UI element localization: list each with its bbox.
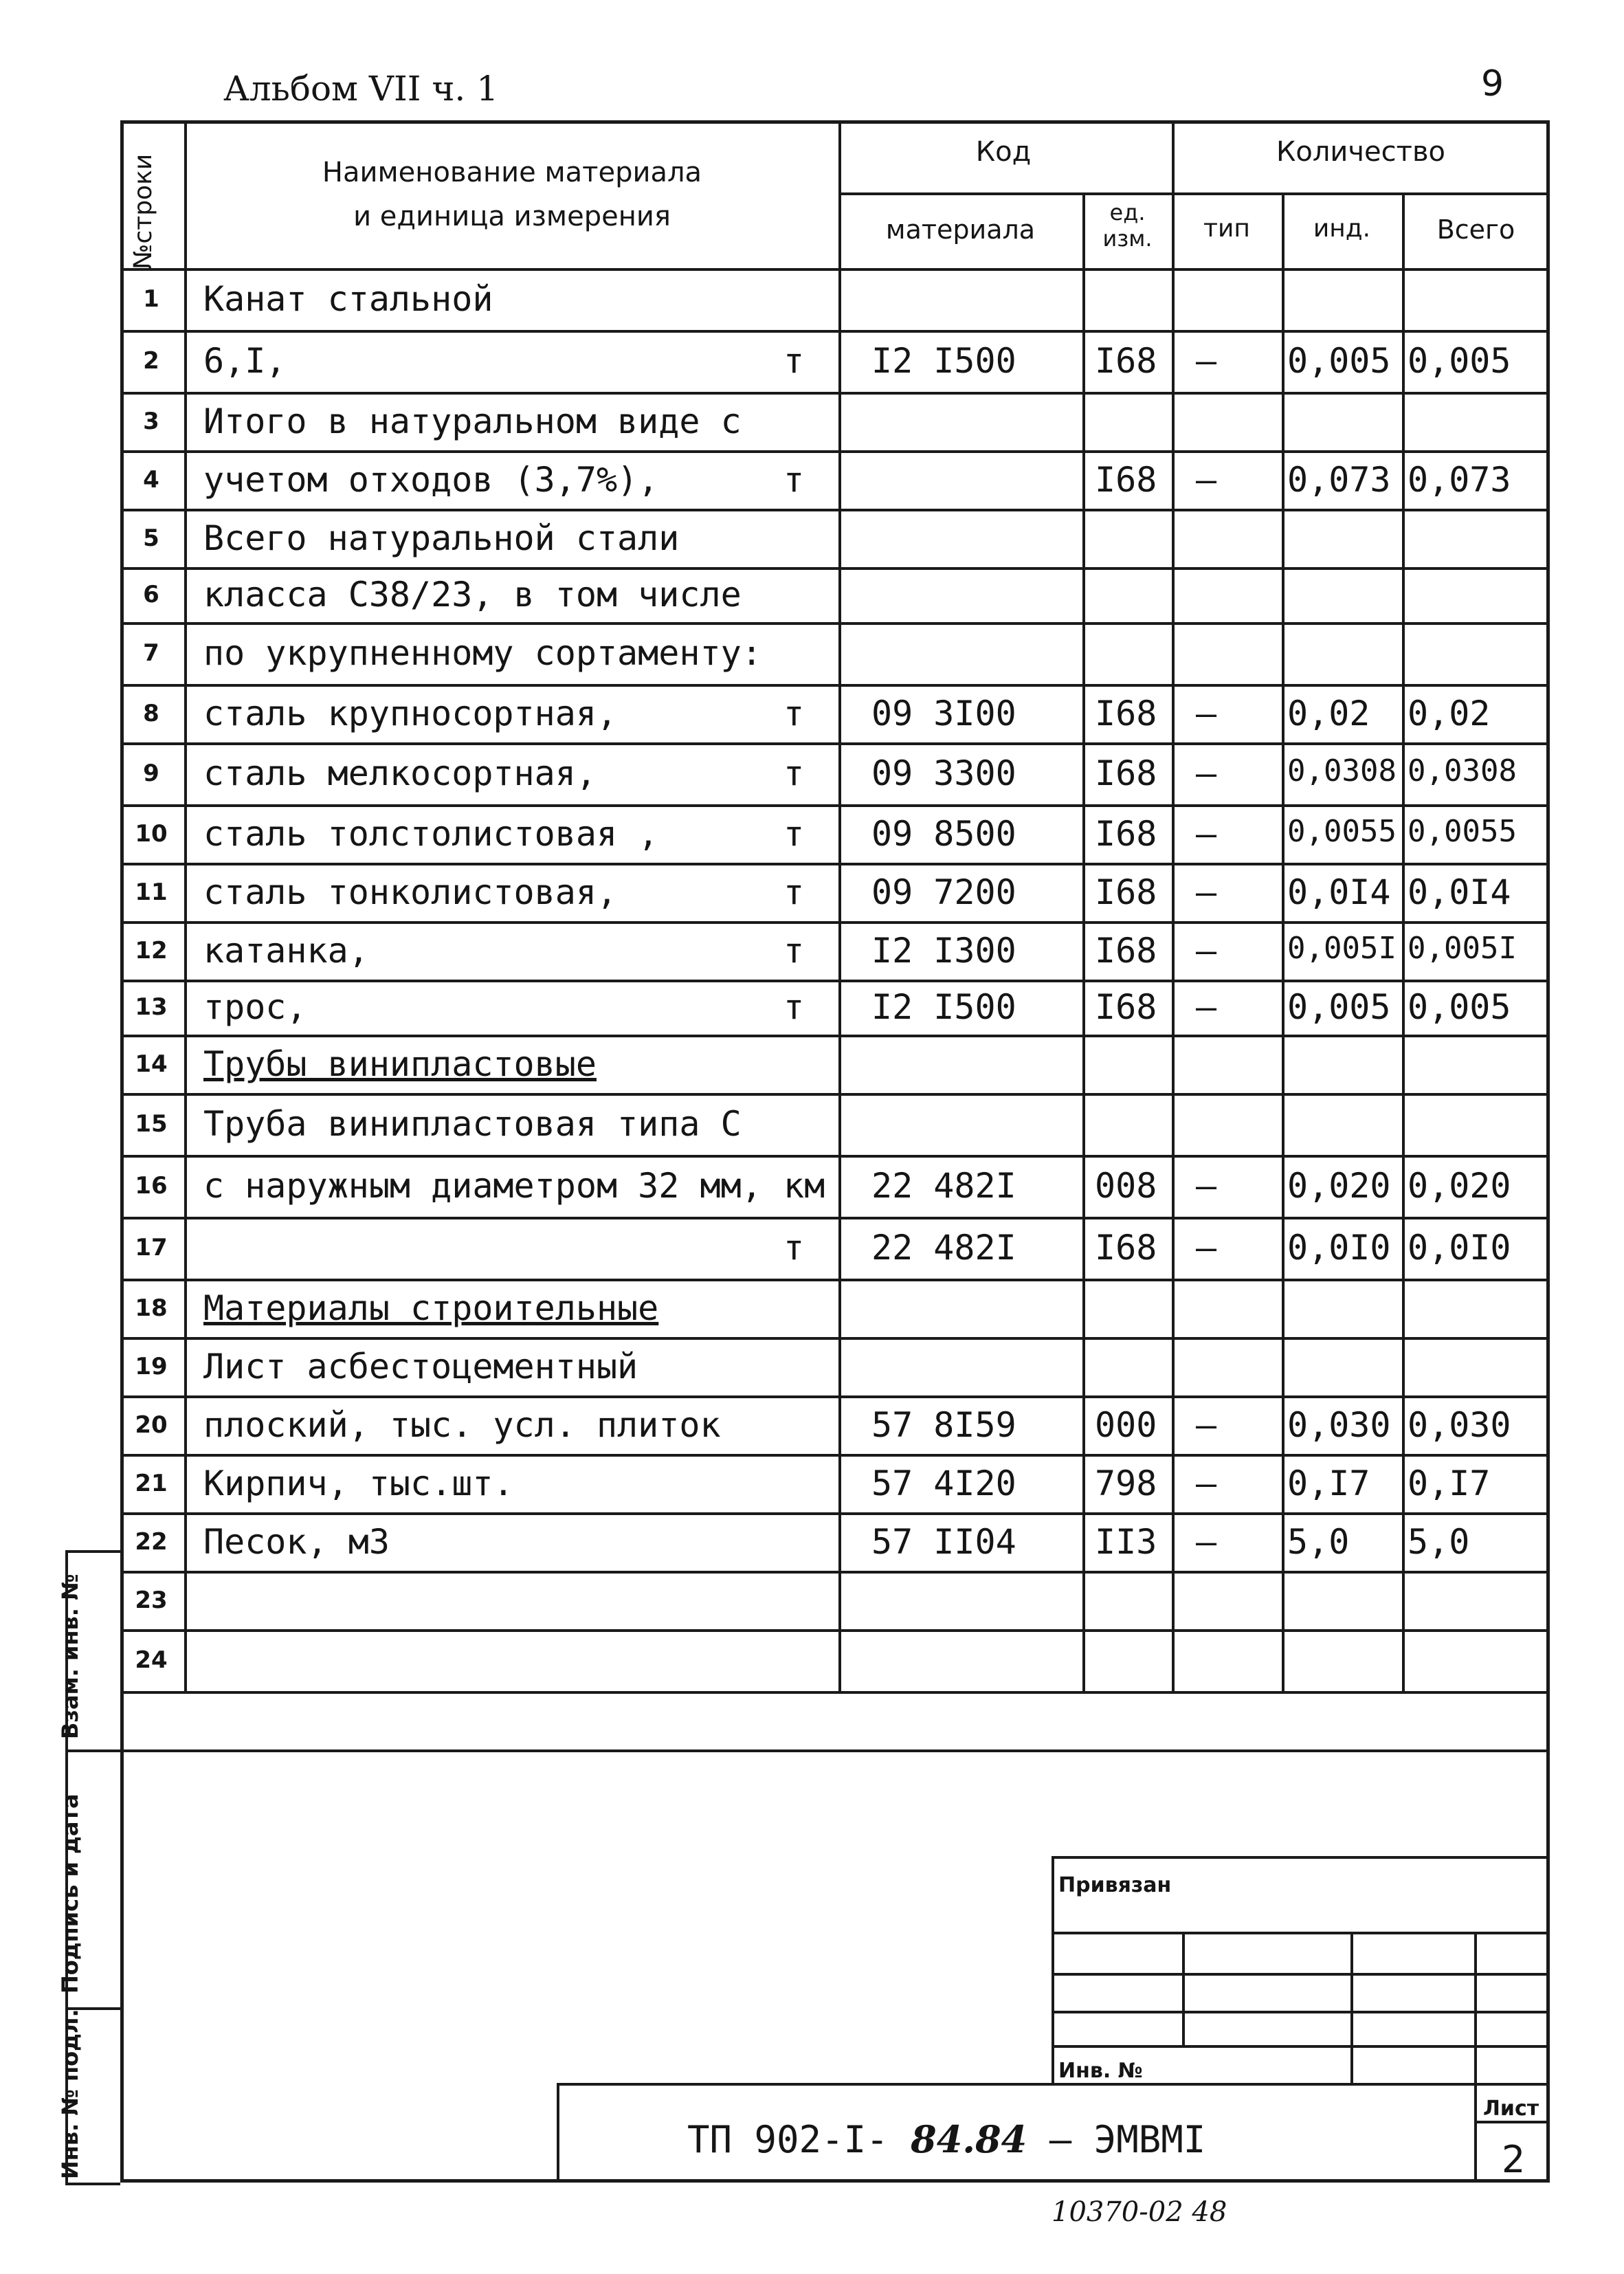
unit-code: I68 — [1095, 693, 1157, 733]
ind-quantity: 0,0308 — [1287, 753, 1397, 788]
row-number: 1 — [143, 285, 159, 313]
material-name: сталь крупносортная, — [203, 693, 618, 733]
unit-code: 000 — [1095, 1404, 1157, 1445]
type-value: – — [1196, 1166, 1217, 1206]
row-number: 4 — [143, 465, 159, 494]
material-code: I2 I500 — [871, 341, 1016, 381]
grid-hline — [120, 1155, 1550, 1158]
row-number: 18 — [135, 1294, 168, 1322]
type-value: – — [1196, 753, 1217, 793]
row-number: 12 — [135, 936, 168, 964]
ind-quantity: 0,005I — [1287, 930, 1397, 966]
material-code: 09 7200 — [871, 872, 1016, 912]
grid-hline — [120, 1035, 1550, 1037]
grid-hline — [120, 268, 1550, 271]
material-name: сталь мелкосортная, — [203, 753, 597, 793]
ind-quantity: 0,I7 — [1287, 1463, 1370, 1503]
col-header-row-no: №строки — [129, 153, 157, 269]
footer-code: 10370-02 48 — [1052, 2196, 1227, 2228]
type-value: – — [1196, 1521, 1217, 1562]
material-name: плоский, тыс. усл. плиток — [203, 1404, 721, 1445]
material-name: Лист асбестоцементный — [203, 1346, 638, 1387]
grid-hline — [120, 1691, 1550, 1694]
material-name: Материалы строительные — [203, 1288, 659, 1328]
grid-vline — [1282, 192, 1284, 1691]
grid-hline — [120, 509, 1550, 511]
unit-code: I68 — [1095, 987, 1157, 1027]
unit-of-measure: т — [783, 987, 805, 1027]
grid-hline — [1052, 1856, 1550, 1859]
unit-code: I68 — [1095, 341, 1157, 381]
row-number: 5 — [143, 524, 159, 552]
row-number: 11 — [135, 878, 168, 906]
ind-quantity: 0,020 — [1287, 1166, 1391, 1206]
unit-of-measure: км — [783, 1166, 825, 1206]
col-header-total: Всего — [1436, 214, 1515, 245]
row-number: 23 — [135, 1586, 168, 1614]
unit-code: I68 — [1095, 813, 1157, 854]
grid-hline — [120, 980, 1550, 982]
row-number: 9 — [143, 760, 159, 787]
grid-hline — [120, 921, 1550, 924]
material-name: Всего натуральной стали — [203, 518, 680, 558]
unit-of-measure: т — [783, 341, 805, 381]
grid-vline — [1350, 1932, 1353, 2083]
row-number: 6 — [143, 581, 159, 608]
row-number: 3 — [143, 407, 159, 435]
grid-hline — [838, 192, 1550, 195]
total-quantity: 0,02 — [1408, 693, 1491, 733]
total-quantity: 0,0I4 — [1408, 872, 1511, 912]
row-number: 8 — [143, 699, 159, 727]
total-quantity: 0,005 — [1408, 341, 1511, 381]
type-value: – — [1196, 341, 1217, 381]
material-name: Канат стальной — [203, 279, 493, 319]
material-code: 09 3I00 — [871, 693, 1016, 733]
unit-of-measure: т — [783, 753, 805, 793]
col-header-ind: инд. — [1313, 214, 1371, 243]
total-quantity: 0,005 — [1408, 987, 1511, 1027]
document-code-suffix: – ЭМВМI — [1049, 2118, 1206, 2161]
grid-hline — [120, 1395, 1550, 1398]
unit-code: 008 — [1095, 1166, 1157, 1206]
grid-hline — [65, 2183, 120, 2185]
grid-hline — [120, 1093, 1550, 1096]
grid-hline — [120, 684, 1550, 687]
grid-hline — [120, 1749, 1550, 1752]
grid-hline — [1474, 2121, 1550, 2123]
ind-quantity: 0,0I0 — [1287, 1228, 1391, 1268]
type-value: – — [1196, 459, 1217, 500]
type-value: – — [1196, 987, 1217, 1027]
material-name: трос, — [203, 987, 307, 1027]
grid-hline — [120, 392, 1550, 395]
material-name: Кирпич, тыс.шт. — [203, 1463, 514, 1503]
title-block-inv-no: Инв. № — [1058, 2059, 1143, 2083]
row-number: 19 — [135, 1352, 168, 1380]
row-number: 14 — [135, 1050, 168, 1078]
grid-hline — [120, 567, 1550, 570]
type-value: – — [1196, 1228, 1217, 1268]
row-number: 17 — [135, 1234, 168, 1261]
grid-vline — [1182, 1932, 1185, 2045]
row-number: 20 — [135, 1411, 168, 1439]
grid-hline — [120, 1217, 1550, 1219]
ind-quantity: 0,030 — [1287, 1404, 1391, 1445]
material-name: Песок, м3 — [203, 1521, 390, 1562]
row-number: 10 — [135, 819, 168, 848]
unit-code: II3 — [1095, 1521, 1157, 1562]
total-quantity: 0,030 — [1408, 1404, 1511, 1445]
material-name: Итого в натуральном виде с — [203, 401, 742, 441]
row-number: 7 — [143, 639, 159, 667]
type-value: – — [1196, 693, 1217, 733]
side-stamp-podpis: Подпись и дата — [57, 1793, 83, 1994]
unit-code: I68 — [1095, 459, 1157, 500]
row-number: 24 — [135, 1646, 168, 1674]
row-number: 2 — [143, 347, 159, 375]
material-name: 6,I, — [203, 341, 287, 381]
material-name: с наружным диаметром 32 мм, — [203, 1166, 762, 1206]
ind-quantity: 0,0055 — [1287, 813, 1397, 849]
type-value: – — [1196, 872, 1217, 912]
col-header-code: Код — [975, 136, 1032, 168]
grid-vline — [1474, 1932, 1477, 2183]
row-number: 15 — [135, 1110, 168, 1138]
grid-vline — [1082, 192, 1085, 1691]
ind-quantity: 0,0I4 — [1287, 872, 1391, 912]
material-name: сталь тонколистовая, — [203, 872, 618, 912]
grid-hline — [557, 2083, 1550, 2086]
material-code: 57 II04 — [871, 1521, 1016, 1562]
unit-code: I68 — [1095, 930, 1157, 971]
grid-hline — [120, 804, 1550, 807]
material-code: 22 482I — [871, 1228, 1016, 1268]
material-name: учетом отходов (3,7%), — [203, 459, 659, 500]
grid-hline — [120, 1454, 1550, 1457]
row-number: 21 — [135, 1469, 168, 1497]
total-quantity: 0,0308 — [1408, 753, 1517, 788]
material-code: I2 I500 — [871, 987, 1016, 1027]
ind-quantity: 5,0 — [1287, 1521, 1350, 1562]
col-header-quantity: Количество — [1276, 136, 1445, 168]
ind-quantity: 0,02 — [1287, 693, 1370, 733]
col-header-type: тип — [1203, 214, 1250, 243]
unit-of-measure: т — [783, 872, 805, 912]
type-value: – — [1196, 1404, 1217, 1445]
total-quantity: 0,020 — [1408, 1166, 1511, 1206]
grid-hline — [120, 742, 1550, 745]
type-value: – — [1196, 1463, 1217, 1503]
col-header-name-2: и единица измерения — [353, 201, 671, 232]
material-code: 57 4I20 — [871, 1463, 1016, 1503]
unit-code: 798 — [1095, 1463, 1157, 1503]
document-code — [687, 2117, 1205, 2161]
material-code: 22 482I — [871, 1166, 1016, 1206]
grid-hline — [120, 1571, 1550, 1574]
side-stamp-vzam: Взам. инв. № — [57, 1574, 83, 1739]
col-header-code-unit: ед. изм. — [1102, 199, 1153, 252]
col-header-code-material: материала — [885, 214, 1036, 245]
document-code-prefix: ТП 902-I- — [687, 2118, 889, 2161]
album-label: Альбом VII ч. 1 — [223, 69, 498, 109]
grid-hline — [65, 1550, 120, 1553]
col-header-name-1: Наименование материала — [322, 157, 702, 188]
material-code: 09 8500 — [871, 813, 1016, 854]
title-block-privyazan: Привязан — [1058, 1873, 1172, 1897]
total-quantity: 0,0055 — [1408, 813, 1517, 849]
ind-quantity: 0,005 — [1287, 341, 1391, 381]
grid-vline — [557, 2083, 559, 2183]
material-name: катанка, — [203, 930, 369, 971]
ind-quantity: 0,073 — [1287, 459, 1391, 500]
unit-code: I68 — [1095, 872, 1157, 912]
document-code-number: 84.84 — [911, 2117, 1027, 2161]
unit-of-measure: т — [783, 459, 805, 500]
list-label: Лист — [1483, 2097, 1539, 2121]
grid-hline — [120, 1279, 1550, 1281]
unit-of-measure: т — [783, 930, 805, 971]
side-stamp-inv-podl: Инв. № подл. — [57, 2009, 83, 2179]
unit-of-measure: т — [783, 1228, 805, 1268]
material-code: 57 8I59 — [871, 1404, 1016, 1445]
total-quantity: 0,0I0 — [1408, 1228, 1511, 1268]
grid-vline — [1402, 192, 1405, 1691]
material-name: Трубы винипластовые — [203, 1044, 597, 1084]
grid-hline — [120, 330, 1550, 333]
total-quantity: 5,0 — [1408, 1521, 1470, 1562]
grid-hline — [120, 450, 1550, 453]
material-code: 09 3300 — [871, 753, 1016, 793]
grid-hline — [120, 1337, 1550, 1340]
total-quantity: 0,I7 — [1408, 1463, 1491, 1503]
grid-hline — [120, 1629, 1550, 1632]
unit-of-measure: т — [783, 693, 805, 733]
row-number: 16 — [135, 1172, 168, 1200]
row-number: 13 — [135, 993, 168, 1021]
material-code: I2 I300 — [871, 930, 1016, 971]
unit-code: I68 — [1095, 1228, 1157, 1268]
type-value: – — [1196, 813, 1217, 854]
total-quantity: 0,005I — [1408, 930, 1517, 966]
list-number: 2 — [1502, 2138, 1526, 2181]
material-name: класса С38/23, в том числе — [203, 575, 742, 615]
grid-hline — [65, 1749, 120, 1752]
grid-hline — [120, 622, 1550, 625]
material-name: Труба винипластовая типа С — [203, 1104, 742, 1144]
total-quantity: 0,073 — [1408, 459, 1511, 500]
grid-vline — [1052, 1856, 1054, 2083]
material-name: сталь толстолистовая , — [203, 813, 659, 854]
grid-hline — [120, 1512, 1550, 1515]
sheet-corner-number: 9 — [1481, 63, 1504, 104]
grid-hline — [120, 863, 1550, 865]
material-name: по укрупненному сортаменту: — [203, 633, 762, 673]
row-number: 22 — [135, 1527, 168, 1556]
unit-of-measure: т — [783, 813, 805, 854]
unit-code: I68 — [1095, 753, 1157, 793]
ind-quantity: 0,005 — [1287, 987, 1391, 1027]
type-value: – — [1196, 930, 1217, 971]
